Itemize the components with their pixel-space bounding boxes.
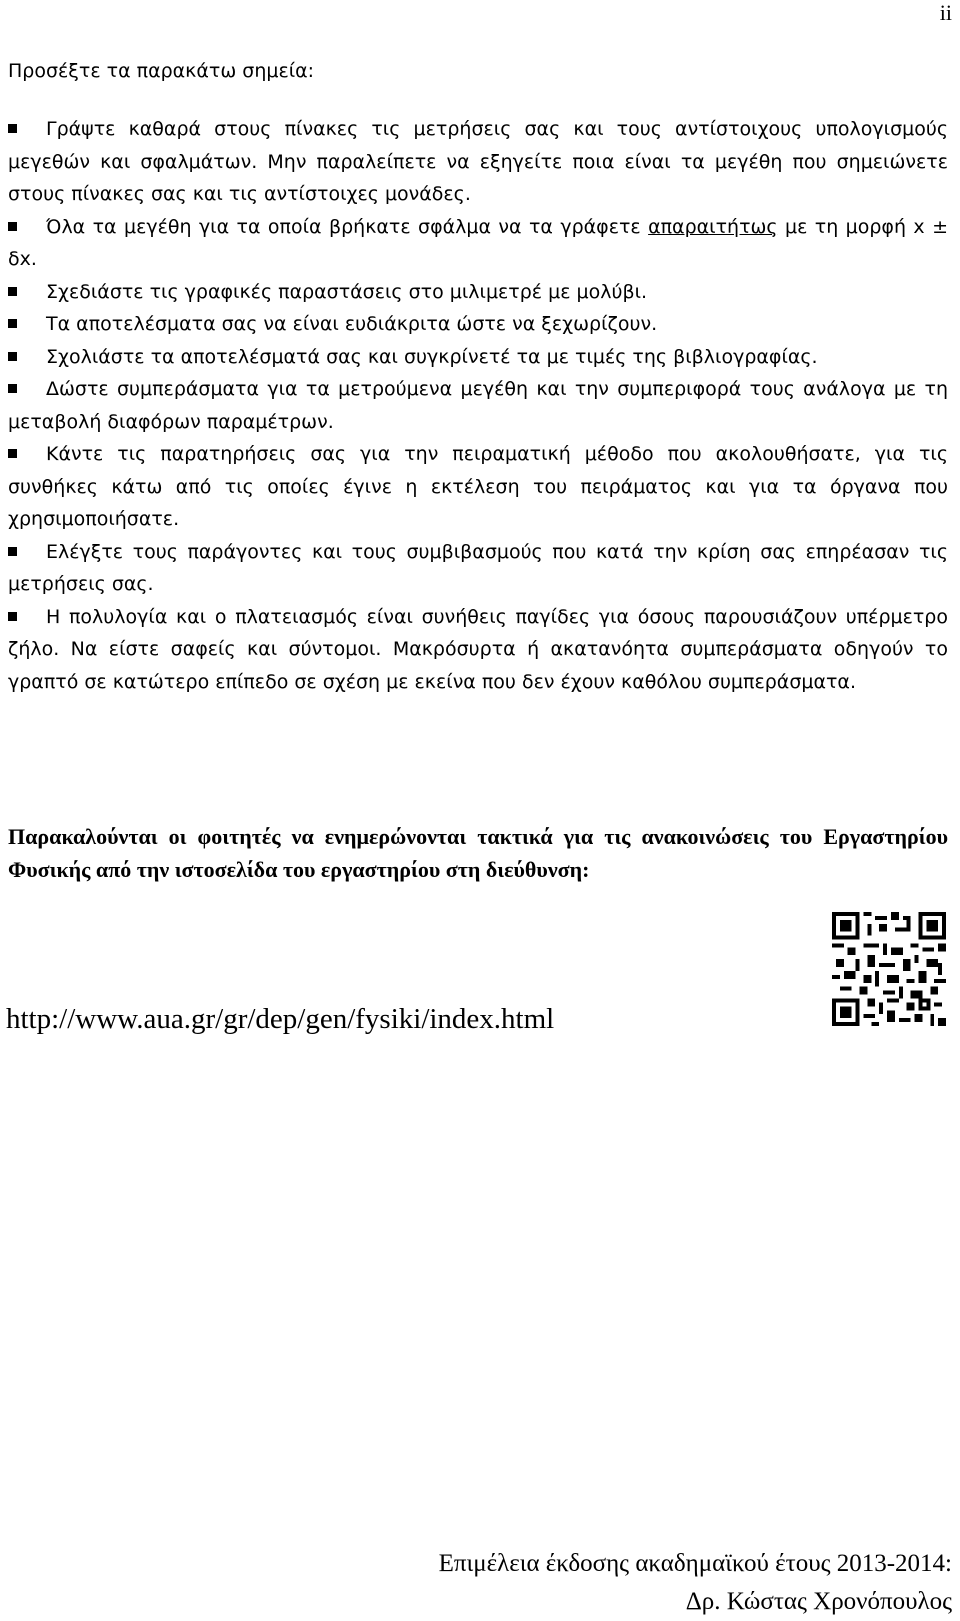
square-bullet-icon <box>8 124 17 133</box>
qr-code-icon[interactable] <box>832 912 946 1026</box>
square-bullet-icon <box>8 319 17 328</box>
list-item: Δώστε συμπεράσματα για τα μετρούμενα μεγέθη και την συμπεριφορά τους ανάλογα με τη μεταβολή διαφόρων παραμέτρων. <box>8 378 948 433</box>
editor-name: Δρ. Κώστας Χρονόπουλος <box>685 1588 952 1615</box>
guidelines-list <box>8 113 948 698</box>
square-bullet-icon <box>8 352 17 361</box>
square-bullet-icon <box>8 287 17 296</box>
square-bullet-icon <box>8 449 17 458</box>
square-bullet-icon <box>8 547 17 556</box>
edition-line: Επιμέλεια έκδοσης ακαδημαϊκού έτους 2013-2014: <box>438 1550 952 1577</box>
list-item: Κάντε τις παρατηρήσεις σας για την πειραματική μέθοδο που ακολουθήσατε, για τις συνθήκες κάτω από τις οποίες έγινε η εκτέλεση του πειράματος και για τα όργανα που χρησιμοποιήσατε. <box>8 443 948 530</box>
list-item: Τα αποτελέσματα σας να είναι ευδιάκριτα ώστε να ξεχωρίζουν. <box>8 308 948 341</box>
list-item: Όλα τα μεγέθη για τα οποία βρήκατε σφάλμα να τα γράφετε απαραιτήτως με τη μορφή x ± δx. <box>8 215 948 270</box>
list-item: Γράψτε καθαρά στους πίνακες τις μετρήσεις σας και τους αντίστοιχους υπολογισμούς μεγεθών και σφαλμάτων. Μην παραλείπετε να εξηγείτε ποια είναι τα μεγέθη που σημειώνετε στους πίνακες σας και τις αντίστοιχες μονάδες. <box>8 118 948 205</box>
editor-credit <box>439 1545 952 1621</box>
list-item: Η πολυλογία και ο πλατειασμός είναι συνήθεις παγίδες για όσους παρουσιάζουν υπέρμετρο ζήλο. Να είστε σαφείς και σύντομοι. Μακρόσυρτα ή ακατανόητα συμπεράσματα οδηγούν το γραπτό σε κατώτερο επίπεδο σε σχέση με εκείνα που δεν έχουν καθόλου συμπεράσματα. <box>8 605 948 693</box>
underlined-word: απαραιτήτως <box>648 215 778 238</box>
square-bullet-icon <box>8 612 17 621</box>
site-url-link[interactable]: http://www.aua.gr/gr/dep/gen/fysiki/index.html <box>6 1003 555 1035</box>
notice-text: Παρακαλούνται οι φοιτητές να ενημερώνονται τακτικά για τις ανακοινώσεις του Εργαστηρίου Φυσικής από την ιστοσελίδα του εργαστηρίου στη διεύθυνση: <box>8 824 948 882</box>
list-item: Σχεδιάστε τις γραφικές παραστάσεις στο μιλιμετρέ με μολύβι. <box>8 276 948 309</box>
square-bullet-icon <box>8 384 17 393</box>
page-number: ii <box>939 0 952 25</box>
square-bullet-icon <box>8 222 17 231</box>
list-item: Σχολιάστε τα αποτελέσματά σας και συγκρίνετέ τα με τιμές της βιβλιογραφίας. <box>8 341 948 374</box>
intro-text: Προσέξτε τα παρακάτω σημεία: <box>8 60 315 82</box>
list-item: Ελέγξτε τους παράγοντες και τους συμβιβασμούς που κατά την κρίση σας επηρέασαν τις μετρήσεις σας. <box>8 540 948 595</box>
